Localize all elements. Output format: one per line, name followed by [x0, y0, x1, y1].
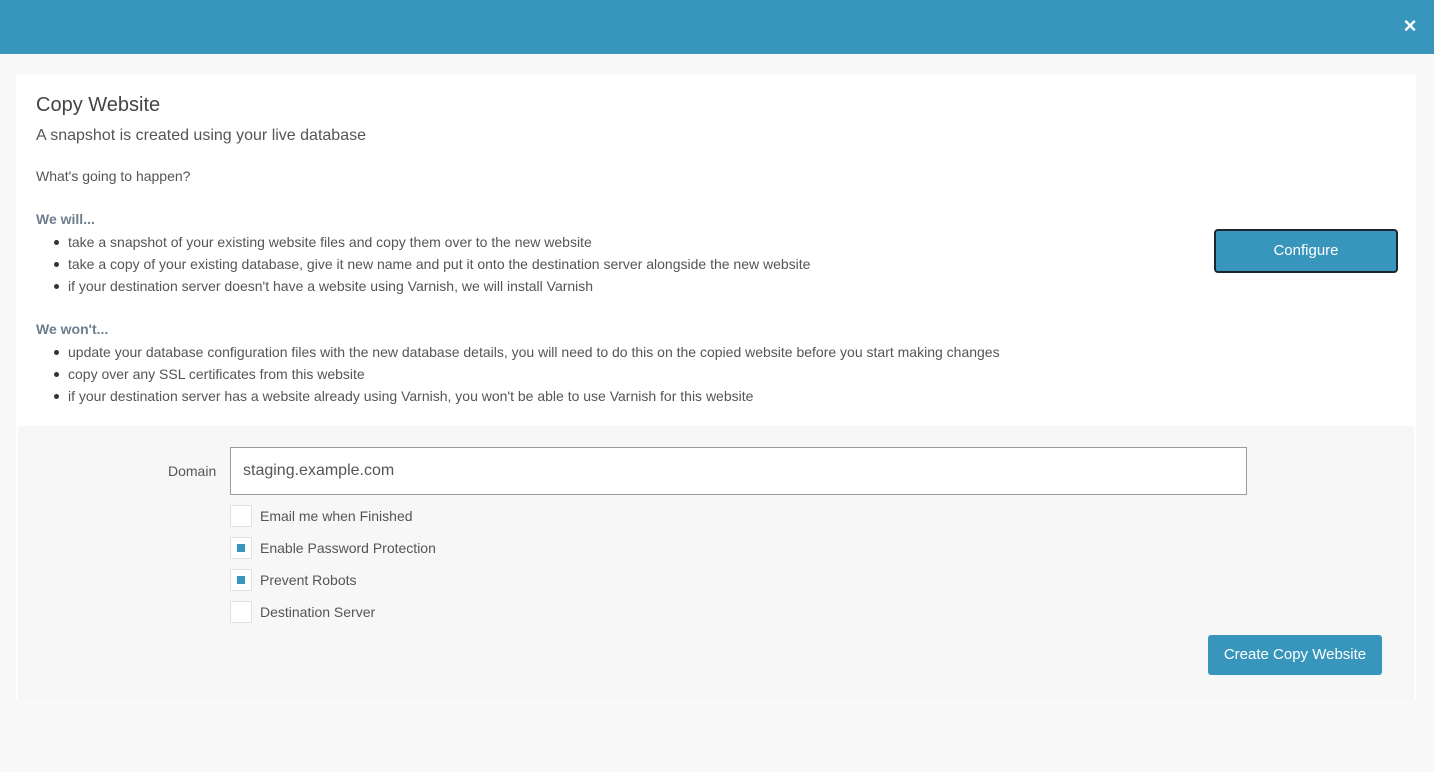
- option-label: Enable Password Protection: [260, 540, 436, 556]
- page-title: Copy Website: [36, 94, 161, 116]
- option-prevent-robots[interactable]: [230, 569, 357, 591]
- configure-button[interactable]: Configure: [1214, 229, 1398, 273]
- wont-heading: We won't...: [36, 321, 109, 337]
- destination-server-checkbox[interactable]: [230, 601, 252, 623]
- domain-input[interactable]: [230, 447, 1247, 495]
- close-icon[interactable]: ×: [1403, 13, 1417, 38]
- option-label: Email me when Finished: [260, 508, 413, 524]
- option-label: Destination Server: [260, 604, 376, 620]
- list-item: copy over any SSL certificates from this website: [68, 363, 1000, 385]
- will-heading: We will...: [36, 211, 95, 227]
- prevent-robots-checkbox[interactable]: [230, 569, 252, 591]
- page-subtitle: A snapshot is created using your live database: [36, 127, 366, 144]
- create-copy-website-button[interactable]: Create Copy Website: [1208, 635, 1382, 675]
- info-question: What's going to happen?: [36, 168, 191, 184]
- copy-website-panel: [16, 74, 1416, 700]
- option-email-when-finished[interactable]: [230, 505, 413, 527]
- list-item: if your destination server has a website already using Varnish, you won't be able to use Varnish for this website: [68, 385, 1000, 407]
- list-item: if your destination server doesn't have a website using Varnish, we will install Varnish: [68, 275, 810, 297]
- password-protection-checkbox[interactable]: [230, 537, 252, 559]
- will-list: [68, 231, 810, 297]
- option-label: Prevent Robots: [260, 572, 357, 588]
- option-destination-server[interactable]: [230, 601, 375, 623]
- list-item: update your database configuration files with the new database details, you will need to do this on the copied website before you start making changes: [68, 341, 1000, 363]
- list-item: take a snapshot of your existing website files and copy them over to the new website: [68, 231, 810, 253]
- copy-form: [18, 426, 1414, 700]
- list-item: take a copy of your existing database, give it new name and put it onto the destination server alongside the new website: [68, 253, 810, 275]
- top-bar: [0, 0, 1434, 54]
- wont-list: [68, 341, 1000, 407]
- option-password-protection[interactable]: [230, 537, 436, 559]
- domain-label: Domain: [168, 463, 217, 479]
- email-checkbox[interactable]: [230, 505, 252, 527]
